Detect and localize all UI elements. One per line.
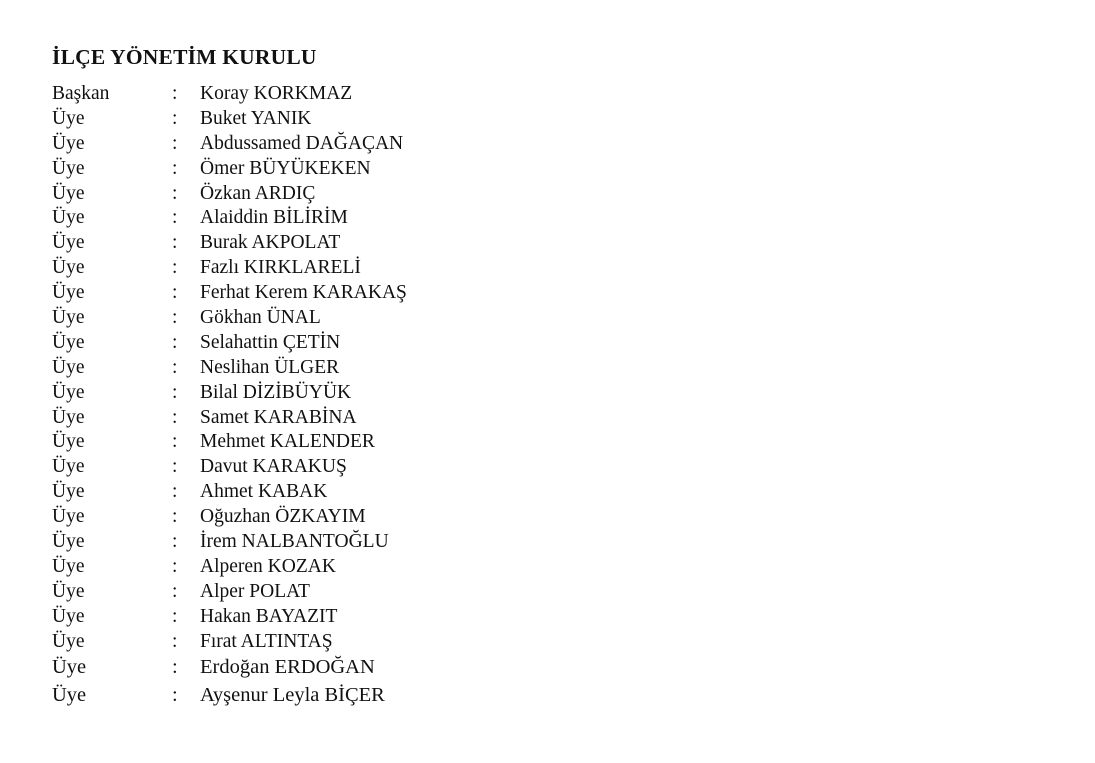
list-item bbox=[52, 381, 612, 406]
member-role: Üye bbox=[52, 506, 85, 528]
separator: : bbox=[172, 207, 178, 229]
separator: : bbox=[172, 431, 178, 453]
member-role: Üye bbox=[52, 630, 85, 652]
member-name: Ahmet KABAK bbox=[200, 481, 328, 503]
member-name: Samet KARABİNA bbox=[200, 406, 357, 428]
member-name: Ayşenur Leyla BİÇER bbox=[200, 683, 385, 706]
page-title: İLÇE YÖNETİM KURULU bbox=[52, 45, 317, 69]
member-role: Üye bbox=[52, 431, 85, 453]
separator: : bbox=[172, 555, 178, 577]
member-name: Selahattin ÇETİN bbox=[200, 331, 341, 353]
member-name: Erdoğan ERDOĞAN bbox=[200, 656, 375, 679]
list-item bbox=[52, 281, 612, 306]
list-item bbox=[52, 107, 612, 132]
member-name: Bilal DİZİBÜYÜK bbox=[200, 381, 352, 403]
separator: : bbox=[172, 157, 178, 179]
member-role: Üye bbox=[52, 207, 85, 229]
list-item bbox=[52, 306, 612, 331]
list-item bbox=[52, 430, 612, 455]
member-name: Alaiddin BİLİRİM bbox=[200, 207, 348, 229]
member-role: Üye bbox=[52, 481, 85, 503]
member-role: Üye bbox=[52, 656, 87, 679]
member-role: Üye bbox=[52, 605, 85, 627]
list-item bbox=[52, 406, 612, 431]
separator: : bbox=[172, 132, 178, 154]
list-item bbox=[52, 206, 612, 231]
separator: : bbox=[172, 182, 178, 204]
member-name: Alperen KOZAK bbox=[200, 555, 336, 577]
member-name: Neslihan ÜLGER bbox=[200, 356, 340, 378]
member-role: Üye bbox=[52, 257, 85, 279]
member-role: Üye bbox=[52, 381, 85, 403]
list-item bbox=[52, 505, 612, 530]
list-item bbox=[52, 182, 612, 207]
member-role: Üye bbox=[52, 356, 85, 378]
member-role: Üye bbox=[52, 531, 85, 553]
separator: : bbox=[172, 456, 178, 478]
member-name: Koray KORKMAZ bbox=[200, 83, 353, 104]
separator: : bbox=[172, 531, 178, 553]
member-role: Üye bbox=[52, 132, 85, 154]
list-item bbox=[52, 654, 612, 682]
member-name: Fazlı KIRKLARELİ bbox=[200, 257, 361, 279]
list-item bbox=[52, 580, 612, 605]
member-role: Üye bbox=[52, 555, 85, 577]
separator: : bbox=[172, 406, 178, 428]
member-name: Buket YANIK bbox=[200, 107, 312, 129]
list-item bbox=[52, 82, 612, 107]
member-name: Gökhan ÜNAL bbox=[200, 307, 321, 329]
separator: : bbox=[172, 481, 178, 503]
separator: : bbox=[172, 356, 178, 378]
member-role: Üye bbox=[52, 182, 85, 204]
list-item bbox=[52, 480, 612, 505]
list-item bbox=[52, 682, 612, 710]
list-item bbox=[52, 555, 612, 580]
list-item bbox=[52, 231, 612, 256]
separator: : bbox=[172, 257, 178, 279]
member-list bbox=[52, 82, 612, 709]
list-item bbox=[52, 356, 612, 381]
member-name: İrem NALBANTOĞLU bbox=[200, 531, 389, 553]
separator: : bbox=[172, 331, 178, 353]
separator: : bbox=[172, 630, 178, 652]
separator: : bbox=[172, 605, 178, 627]
separator: : bbox=[172, 83, 178, 104]
separator: : bbox=[172, 381, 178, 403]
member-role: Üye bbox=[52, 683, 87, 706]
separator: : bbox=[172, 656, 178, 679]
member-role: Başkan bbox=[52, 83, 110, 104]
member-name: Abdussamed DAĞAÇAN bbox=[200, 132, 404, 154]
member-role: Üye bbox=[52, 107, 85, 129]
member-name: Davut KARAKUŞ bbox=[200, 456, 347, 478]
list-item bbox=[52, 157, 612, 182]
member-name: Mehmet KALENDER bbox=[200, 431, 375, 453]
list-item bbox=[52, 530, 612, 555]
member-name: Fırat ALTINTAŞ bbox=[200, 630, 333, 652]
list-item bbox=[52, 630, 612, 655]
separator: : bbox=[172, 307, 178, 329]
member-name: Özkan ARDIÇ bbox=[200, 182, 316, 204]
separator: : bbox=[172, 282, 178, 304]
list-item bbox=[52, 605, 612, 630]
member-name: Alper POLAT bbox=[200, 580, 310, 602]
member-role: Üye bbox=[52, 307, 85, 329]
member-role: Üye bbox=[52, 331, 85, 353]
separator: : bbox=[172, 506, 178, 528]
member-name: Ömer BÜYÜKEKEN bbox=[200, 157, 371, 179]
separator: : bbox=[172, 232, 178, 254]
member-name: Burak AKPOLAT bbox=[200, 232, 341, 254]
member-role: Üye bbox=[52, 232, 85, 254]
member-role: Üye bbox=[52, 580, 85, 602]
member-name: Ferhat Kerem KARAKAŞ bbox=[200, 282, 407, 304]
list-item bbox=[52, 132, 612, 157]
member-role: Üye bbox=[52, 456, 85, 478]
member-role: Üye bbox=[52, 157, 85, 179]
member-role: Üye bbox=[52, 282, 85, 304]
member-name: Hakan BAYAZIT bbox=[200, 605, 338, 627]
member-name: Oğuzhan ÖZKAYIM bbox=[200, 506, 366, 528]
separator: : bbox=[172, 107, 178, 129]
member-role: Üye bbox=[52, 406, 85, 428]
list-item bbox=[52, 256, 612, 281]
list-item bbox=[52, 455, 612, 480]
separator: : bbox=[172, 580, 178, 602]
separator: : bbox=[172, 683, 178, 706]
list-item bbox=[52, 331, 612, 356]
